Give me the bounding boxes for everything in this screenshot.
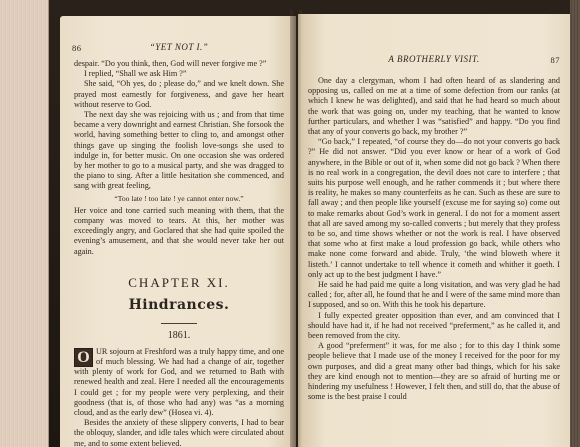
left-running-head bbox=[72, 42, 286, 56]
gutter-shadow bbox=[298, 14, 302, 447]
quoted-line: “Too late ! too late ! ye cannot enter now.” bbox=[114, 193, 244, 203]
paragraph: Besides the anxiety of these slippery converts, I had to bear the obloquy, slander, and idle tales which were circulated about me, and to some extent believed. bbox=[74, 418, 284, 447]
paragraph: “Go back,” I repeated, “of course they do—do not your converts go back ?” He did not answer. “Did you ever know or hear of a work of God anywhere, in the Bible or out of it, when some did not go back ? When there is no real work in a congregation, the devil does not care to interfere ; that suits his purpose well enough, and he rather commends it ; but where there is reality, he makes so many counterfeits as he can. Such as these are sure to fall away ; and then people like yourself (excuse me for saying so) come out to make remarks about God’s work in general. I do not for a moment assert that all are saved among my so-called converts ; but merely that they profess to be so, and time shows whether or not the work is real. I have observed that some who at first make a loud profession go back, while others who make none come forward and abide. Truly, ‘the wind bloweth where it listeth.’ I cannot undertake to tell whence it cometh and whither it goeth. I only act up to the best judgment I have.” bbox=[308, 137, 560, 279]
right-running-head bbox=[308, 54, 560, 68]
right-page-number: 87 bbox=[550, 55, 560, 65]
page-edges-right bbox=[570, 0, 580, 447]
divider bbox=[161, 323, 197, 324]
page-edges-left bbox=[0, 0, 49, 447]
paragraph: Her voice and tone carried such meaning with them, that the company was moved to tears. At this, her mother was exceedingly angry, and Goclared that she had quite spoiled the evening’s amusement, and that she would never take her out again. bbox=[74, 205, 284, 256]
chapter-heading: CHAPTER XI. bbox=[128, 274, 230, 290]
right-page-body bbox=[308, 76, 560, 403]
left-page bbox=[60, 16, 296, 447]
paragraph: I replied, “Shall we ask Him ?” bbox=[84, 69, 187, 79]
paragraph: He said he had paid me quite a long visitation, and was very glad he had called ; for, after all, he found that he and I were of the same mind more than I supposed, and so on. With this he took his departure. bbox=[308, 280, 560, 310]
paragraph-text: UR sojourn at Freshford was a truly happy time, and one of much blessing. We had had a change of air, together with plenty of work for God, and we returned to Bath with renewed health and zeal. Here I needed all the encouragements I could get ; for my people were very perplexing, and their goodness (that is, of those who had any) was “as a morning cloud, and as the early dew” (Hosea vi. 4). bbox=[74, 346, 284, 418]
chapter-title: Hindrances. bbox=[128, 296, 230, 313]
left-running-title: “YET NOT I.” bbox=[149, 42, 209, 52]
right-page bbox=[298, 14, 570, 447]
paragraph: despair. “Do you think, then, God will never forgive me ?” bbox=[74, 59, 267, 68]
left-page-number: 86 bbox=[72, 43, 82, 53]
paragraph: One day a clergyman, whom I had often heard of as slandering and opposing us, called on me at a time of some defection from our ranks (at which I knew he was delighted), and said that he had heard so much about the work that was going on, under my teaching, that he wanted to know further particulars, and whether I was “satisfied” and happy. “Do you find that any of your converts go back, my brother ?” bbox=[308, 76, 560, 137]
paragraph: A good “preferment” it was, for me also ; for to this day I think some people believe that I made use of the money I received for the poor for my own purposes, and did a great many other bad things, which for his sake they are kind enough not to mention—they are so afraid of hurting me or hindering my usefulness ! However, I felt then, and still do, that the abuse of some is the best praise I could bbox=[308, 341, 560, 402]
left-page-body bbox=[74, 59, 284, 447]
paragraph: I fully expected greater opposition than ever, and am convinced that I should have had it, if he had not received “preferment,” as he called it, and been removed from the city. bbox=[308, 310, 560, 341]
dropcap-letter: O bbox=[74, 348, 93, 367]
paragraph: She said, “Oh yes, do ; please do,” and we knelt down. She prayed most earnestly for forgiveness, and gave her heart without reserve to God. bbox=[74, 79, 284, 109]
right-running-title: A BROTHERLY VISIT. bbox=[388, 54, 480, 64]
chapter-year: 1861. bbox=[167, 329, 191, 341]
paragraph bbox=[74, 347, 284, 418]
paragraph: The next day she was rejoicing with us ; and from that time became a very downright and earnest Christian. She forsook the world, having something better to cling to, and amongst other things gave up singing the foolish love-songs she used to indulge in, for better music. On one occasion she was ordered by her mother to go to a musical party, and she was dragged to the piano to sing. After a little hesitation she commenced, and sang with great feeling, bbox=[74, 110, 284, 191]
